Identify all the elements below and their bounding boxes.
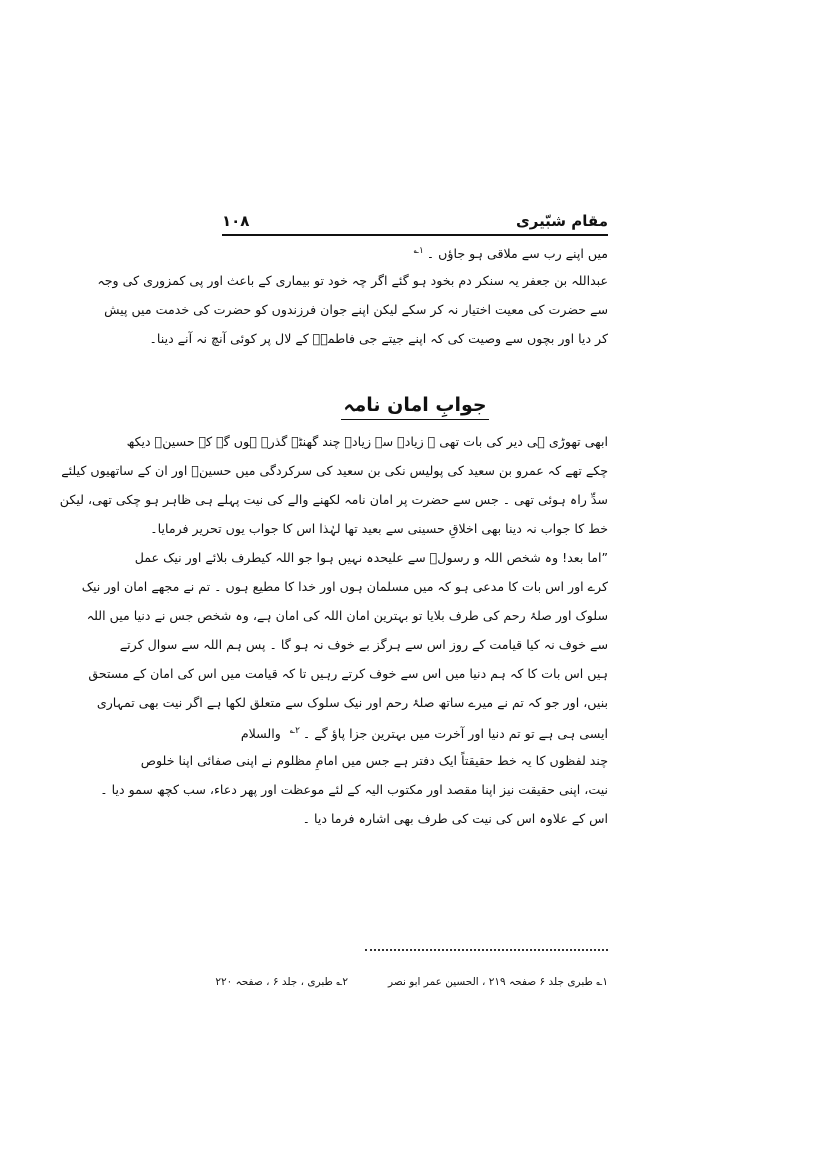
text-line: سے خوف نہ کیا قیامت کے روز اس سے ہرگز بے خوف نہ ہو گا ۔ پس ہم اللہ سے سوال کرتے bbox=[119, 637, 608, 652]
page-number: ۱۰۸ bbox=[222, 212, 250, 230]
footnote-separator bbox=[365, 949, 608, 951]
text-line: عبداللہ بن جعفر یہ سنکر دم بخود ہو گئے اگر چہ خود تو بیماری کے باعث اور پی کمزوری کی وجہ bbox=[97, 273, 608, 288]
text-line: سلوک اور صلۂ رحم کی طرف بلایا تو بہترین امان اللہ کی امان ہے، وہ شخص جس نے دنیا میں اللہ bbox=[86, 608, 608, 623]
text-line: کر دیا اور بچوں سے وصیت کی کہ اپنے جیتے جی فاطمہؑ کے لال پر کوئی آنچ نہ آنے دینا۔ bbox=[149, 331, 608, 346]
text-line: ”اما بعد! وہ شخص اللہ و رسولؐ سے علیحدہ نہیں ہوا جو اللہ کیطرف بلائے اور نیک عمل bbox=[134, 550, 608, 565]
paragraph-3 bbox=[100, 746, 608, 833]
text-line: نیت، اپنی حقیقت نیز اپنا مقصد اور مکتوب الیہ کے لئے موعظت اور پھر دعاء، سب کچھ سمو دیا ۔ bbox=[100, 782, 608, 797]
text-line: خط کا جواب نہ دینا بھی اخلاقِ حسینی سے بعید تھا لہٰذا اس کا جواب یوں تحریر فرمایا۔ bbox=[150, 521, 608, 536]
text-line: کرے اور اس بات کا مدعی ہو کہ میں مسلمان ہوں اور خدا کا مطیع ہوں ۔ تم نے مجھے امان اور نیک bbox=[81, 579, 608, 594]
paragraph-2 bbox=[59, 427, 608, 543]
footnotes bbox=[215, 970, 608, 994]
running-title: مقام شبّیری bbox=[515, 212, 608, 230]
closing-salutation: والسلام bbox=[240, 726, 281, 742]
letter-quote bbox=[81, 543, 608, 746]
text-line: سدِّ راہ ہوئی تھی ۔ جس سے حضرت پر امان نامہ لکھنے والے کی نیت پہلے ہی ظاہر ہو چکی تھی، لیکن bbox=[59, 492, 608, 507]
page-header bbox=[222, 200, 608, 230]
text-line: ایسی ہی ہے تو تم دنیا اور آخرت میں بہترین جزا پاؤ گے ۔$^{۲؎}$والسلام bbox=[240, 726, 608, 742]
footnote-1: ۱؎ طبری جلد ۶ صفحہ ۲۱۹ ، الحسین عمر ابو نصر bbox=[388, 976, 608, 988]
paragraph-1 bbox=[97, 237, 608, 353]
footnote-2: ۲؎ طبری ، جلد ۶ ، صفحہ ۲۲۰ bbox=[215, 976, 349, 988]
text-line: چند لفظوں کا یہ خط حقیقتاً ایک دفتر ہے جس میں امامِ مظلوم نے اپنی صفائی اپنا خلوص bbox=[140, 753, 608, 768]
footnote-mark: ۲؎ bbox=[289, 726, 300, 736]
section-heading: جوابِ امان نامہ bbox=[222, 394, 608, 416]
footnote-mark: ۱؎ bbox=[413, 246, 424, 256]
text-line: ہیں اس بات کا کہ ہم دنیا میں اس سے خوف کرتے رہیں تا کہ قیامت میں اس کی امان کے مستحق bbox=[88, 666, 608, 681]
text-line: سے حضرت کی معیت اختیار نہ کر سکے لیکن اپنے جوان فرزندوں کو حضرت کی خدمت میں پیش bbox=[104, 302, 608, 317]
text-line: چکے تھے کہ عمرو بن سعید کی پولیس نکی بن سعید کی سرکردگی میں حسینؑ اور ان کے ساتھیوں کیلئے bbox=[61, 463, 608, 478]
text-line: بنیں، اور جو کہ تم نے میرے ساتھ صلۂ رحم اور نیک سلوک سے متعلق لکھا ہے اگر نیت بھی تمہاری bbox=[96, 695, 608, 710]
text-line: میں اپنے رب سے ملاقی ہو جاؤں ۔$^{۱؎}$ bbox=[222, 237, 608, 266]
header-rule bbox=[222, 234, 608, 236]
text-line: ابھی تھوڑی ہی دیر کی بات تھی ۔ زیادہ سے زیادہ چند گھنٹے گذرے ہوں گے کہ حسینؑ دیکھ bbox=[126, 434, 608, 449]
text-line: اس کے علاوہ اس کی نیت کی طرف بھی اشارہ فرما دیا ۔ bbox=[302, 811, 608, 826]
